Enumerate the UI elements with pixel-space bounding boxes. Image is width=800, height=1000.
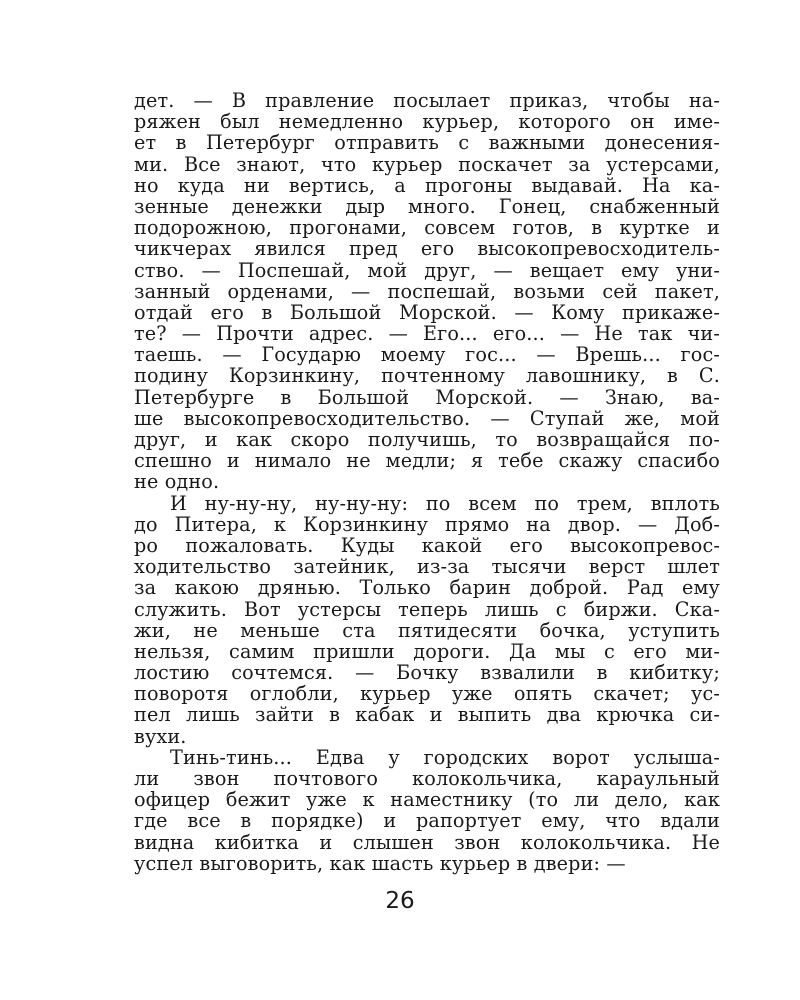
text-line: ми. Все знают, что курьер поскачет за устерсами, [134,152,720,176]
text-line: зенные денежки дыр много. Гонец, снабженный [134,194,720,218]
text-line: пел лишь зайти в кабак и выпить два крючка си- [134,703,720,727]
text-line: вухи. [134,724,187,748]
text-line: видна кибитка и слышен звон колокольчика. Не [134,830,720,854]
text-line: Петербурге в Большой Морской. — Знаю, ва- [134,385,720,409]
text-line: Тинь-тинь... Едва у городских ворот услыша- [170,745,720,769]
page-number: 26 [385,888,415,914]
text-line: спешно и нимало не медли; я тебе скажу спасибо [134,449,720,473]
paragraph [134,747,720,874]
text-line: подорожною, прогонами, совсем готов, в куртке и [134,216,720,240]
paragraph [134,90,720,493]
text-line: занный орденами, — поспешай, возьми сей пакет, [134,279,720,303]
text-line: лостию сочтемся. — Бочку взвалили в кибитку; [134,661,720,685]
text-line: успел выговорить, как шасть курьер в двери: — [134,851,626,875]
text-line: служить. Вот устерсы теперь лишь с биржи. Ска- [134,597,720,621]
body-text [134,90,720,874]
text-line: дет. — В правление посылает приказ, чтобы на- [134,89,720,112]
text-line: те? — Прочти адрес. — Его... его... — Не так чи- [134,322,720,346]
text-line: поворотя оглобли, курьер уже опять скачет; ус- [134,682,720,706]
text-line: И ну-ну-ну, ну-ну-ну: по всем по трем, вплоть [170,491,720,515]
text-line: ше высокопревосходительство. — Ступай же, мой [134,406,720,430]
text-line: до Питера, к Корзинкину прямо на двор. — Доб- [134,512,720,536]
text-line: жи, не меньше ста пятидесяти бочка, уступить [134,618,720,642]
text-line: ро пожаловать. Куды какой его высокопревос- [134,533,720,557]
text-line: друг, и как скоро получишь, то возвращайся по- [134,428,720,451]
text-line: ряжен был немедленно курьер, которого он име- [134,110,720,134]
text-line: ство. — Поспешай, мой друг, — вещает ему уни- [134,258,720,282]
text-line: не одно. [134,470,220,494]
text-line: ли звон почтового колокольчика, караульный [134,767,720,790]
text-line: офицер бежит уже к наместнику (то ли дело, как [134,788,720,812]
text-line: чикчерах явился пред его высокопревосходитель- [134,237,720,261]
text-line: но куда ни вертись, а прогоны выдавай. На ка- [134,173,720,197]
text-line: отдай его в Большой Морской. — Кому прикаже- [134,300,720,324]
text-line: подину Корзинкину, почтенному лавошнику, в С. [134,364,720,388]
text-line: ходительство затейник, из-за тысячи верст шлет [134,555,720,579]
text-line: таешь. — Государю моему гос... — Врешь... гос- [134,343,720,367]
paragraph [134,493,720,747]
text-line: нельзя, самим пришли дороги. Да мы с его ми- [134,639,720,663]
text-line: ет в Петербург отправить с важными донесения- [134,131,720,155]
text-line: за какою дрянью. Только барин доброй. Рад ему [134,576,720,600]
text-line: где все в порядке) и рапортует ему, что вдали [134,809,720,833]
